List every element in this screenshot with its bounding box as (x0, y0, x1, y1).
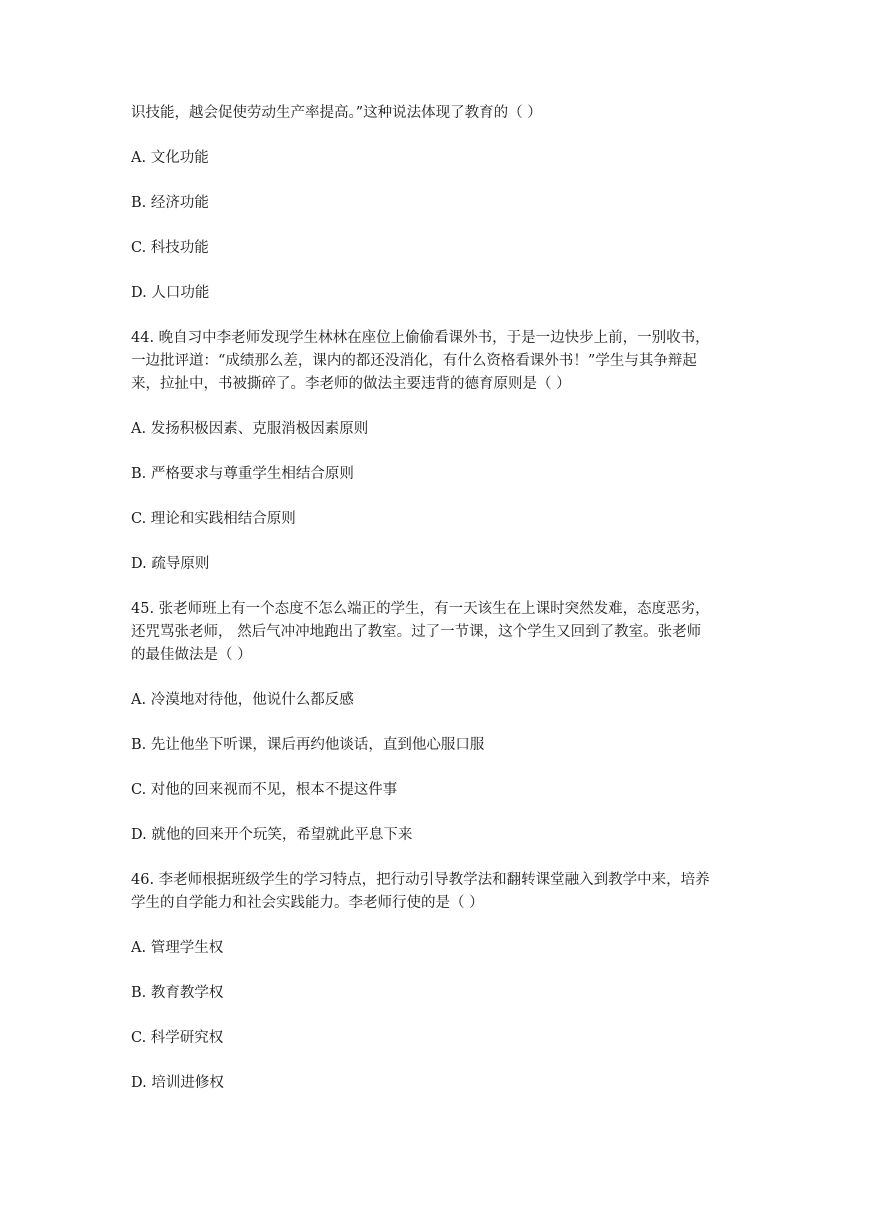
question-45-stem-line-3: 的最佳做法是（ ） (131, 647, 252, 663)
question-45-option-b: B. 先让他坐下听课，课后再约他谈话，直到他心服口服 (131, 737, 485, 753)
question-46-option-d: D. 培训进修权 (131, 1075, 224, 1091)
question-46-option-c: C. 科学研究权 (131, 1030, 224, 1046)
question-46-option-b: B. 教育教学权 (131, 985, 224, 1001)
question-45-option-a: A. 冷漠地对待他，他说什么都反感 (131, 692, 354, 708)
question-45-stem-line-2: 还咒骂张老师， 然后气冲冲地跑出了教室。过了一节课，这个学生又回到了教室。张老师 (131, 624, 702, 640)
question-45 (131, 598, 741, 847)
question-46-stem-line-2: 学生的自学能力和社会实践能力。李老师行使的是（ ） (131, 895, 484, 911)
question-43-option-c: C. 科技功能 (131, 240, 209, 256)
question-45-stem-line-1: 45. 张老师班上有一个态度不怎么端正的学生，有一天该生在上课时突然发难，态度恶劣， (131, 601, 710, 617)
question-45-option-d: D. 就他的回来开个玩笑，希望就此平息下来 (131, 827, 413, 843)
question-43 (131, 102, 741, 305)
question-44-option-c: C. 理论和实践相结合原则 (131, 511, 296, 527)
question-44-stem-line-3: 来，拉扯中，书被撕碎了。李老师的做法主要违背的德育原则是（ ） (131, 376, 571, 392)
question-44 (131, 327, 741, 576)
question-43-option-a: A. 文化功能 (131, 150, 209, 166)
question-44-stem-line-1: 44. 晚自习中李老师发现学生林林在座位上偷偷看课外书，于是一边快步上前，一别收书， (131, 330, 710, 346)
question-44-option-d: D. 疏导原则 (131, 556, 210, 572)
question-43-stem: 识技能，越会促使劳动生产率提高。”这种说法体现了教育的（ ） (131, 105, 542, 121)
question-45-option-c: C. 对他的回来视而不见，根本不提这件事 (131, 782, 398, 798)
question-43-option-d: D. 人口功能 (131, 285, 210, 301)
question-46 (131, 869, 741, 1095)
question-46-stem-line-1: 46. 李老师根据班级学生的学习特点，把行动引导教学法和翻转课堂融入到教学中来，培养 (131, 872, 710, 888)
question-44-option-a: A. 发扬积极因素、克服消极因素原则 (131, 421, 369, 437)
document-content (131, 102, 741, 1095)
question-44-option-b: B. 严格要求与尊重学生相结合原则 (131, 466, 354, 482)
question-46-option-a: A. 管理学生权 (131, 940, 224, 956)
question-43-option-b: B. 经济功能 (131, 195, 209, 211)
question-44-stem-line-2: 一边批评道：“成绩那么差，课内的都还没消化，有什么资格看课外书！”学生与其争辩起 (131, 353, 697, 369)
